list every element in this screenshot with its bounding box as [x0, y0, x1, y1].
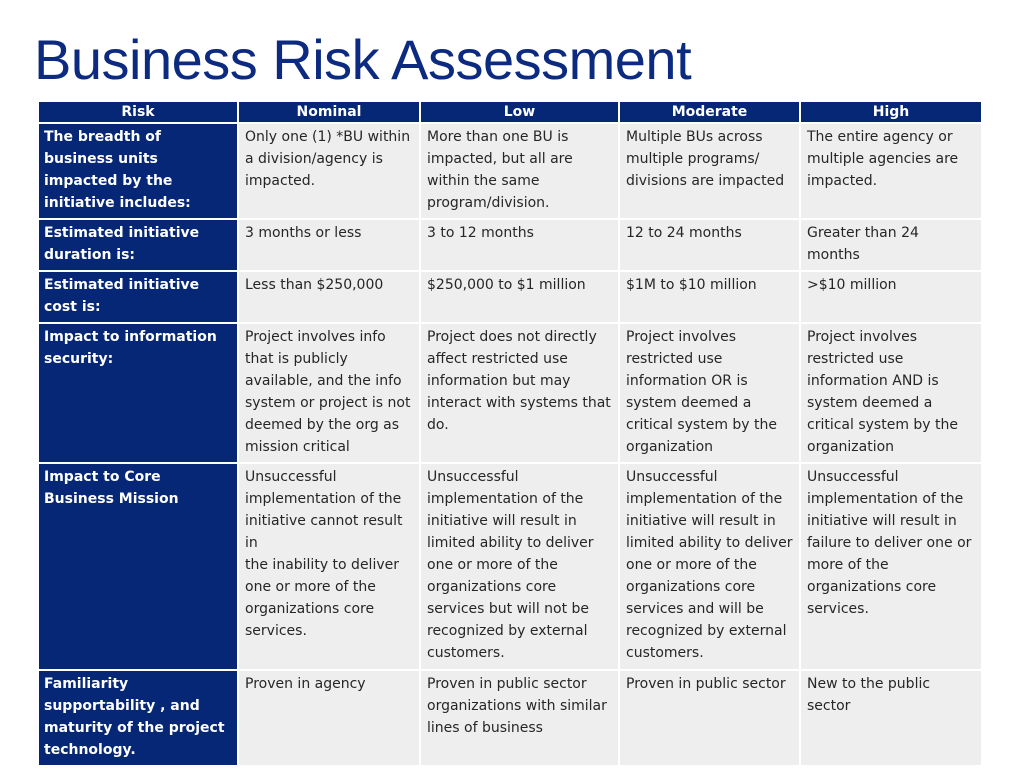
- risk-label: Familiarity supportability , and maturity of the project technology.: [38, 670, 238, 766]
- high-cell: >$10 million: [800, 271, 982, 323]
- low-cell: Project does not directly affect restricted use information but may interact with systems that do.: [420, 323, 619, 463]
- column-header-risk: Risk: [38, 101, 238, 123]
- table-row: [38, 219, 982, 271]
- moderate-cell: Multiple BUs across multiple programs/ divisions are impacted: [619, 123, 800, 219]
- risk-label: Impact to Core Business Mission: [38, 463, 238, 670]
- column-header-high: High: [800, 101, 982, 123]
- moderate-cell: Proven in public sector: [619, 670, 800, 766]
- column-header-moderate: Moderate: [619, 101, 800, 123]
- low-cell: More than one BU is impacted, but all are within the same program/division.: [420, 123, 619, 219]
- nominal-cell-line: Unsuccessful implementation of the initiative cannot result in: [245, 469, 403, 551]
- slide-title: Business Risk Assessment: [34, 28, 692, 91]
- moderate-cell: Project involves restricted use information OR is system deemed a critical system by the organization: [619, 323, 800, 463]
- table-row: [38, 463, 982, 670]
- moderate-cell: $1M to $10 million: [619, 271, 800, 323]
- high-cell: Greater than 24 months: [800, 219, 982, 271]
- high-cell: Project involves restricted use information AND is system deemed a critical system by the organization: [800, 323, 982, 463]
- risk-label: Impact to information security:: [38, 323, 238, 463]
- low-cell: $250,000 to $1 million: [420, 271, 619, 323]
- moderate-cell: 12 to 24 months: [619, 219, 800, 271]
- high-cell: The entire agency or multiple agencies are impacted.: [800, 123, 982, 219]
- nominal-cell: [238, 463, 420, 670]
- moderate-cell: Unsuccessful implementation of the initiative will result in limited ability to deliver one or more of the organizations core services and will be recognized by external customers.: [619, 463, 800, 670]
- risk-label: Estimated initiative duration is:: [38, 219, 238, 271]
- nominal-cell: Less than $250,000: [238, 271, 420, 323]
- nominal-cell-line: the inability to deliver one or more of the organizations core services.: [245, 557, 399, 639]
- column-header-low: Low: [420, 101, 619, 123]
- table-row: [38, 323, 982, 463]
- table-header-row: [38, 101, 982, 123]
- risk-label: The breadth of business units impacted by the initiative includes:: [38, 123, 238, 219]
- high-cell: New to the public sector: [800, 670, 982, 766]
- nominal-cell: Project involves info that is publicly available, and the info system or project is not deemed by the org as mission critical: [238, 323, 420, 463]
- table-row: [38, 670, 982, 766]
- low-cell: Unsuccessful implementation of the initiative will result in limited ability to deliver one or more of the organizations core services but will not be recognized by external customers.: [420, 463, 619, 670]
- nominal-cell: Proven in agency: [238, 670, 420, 766]
- column-header-nominal: Nominal: [238, 101, 420, 123]
- nominal-cell: Only one (1) *BU within a division/agency is impacted.: [238, 123, 420, 219]
- table-row: [38, 271, 982, 323]
- high-cell: Unsuccessful implementation of the initiative will result in failure to deliver one or more of the organizations core services.: [800, 463, 982, 670]
- low-cell: Proven in public sector organizations with similar lines of business: [420, 670, 619, 766]
- table-row: [38, 123, 982, 219]
- nominal-cell: 3 months or less: [238, 219, 420, 271]
- risk-assessment-table: [37, 100, 983, 767]
- low-cell: 3 to 12 months: [420, 219, 619, 271]
- risk-label: Estimated initiative cost is:: [38, 271, 238, 323]
